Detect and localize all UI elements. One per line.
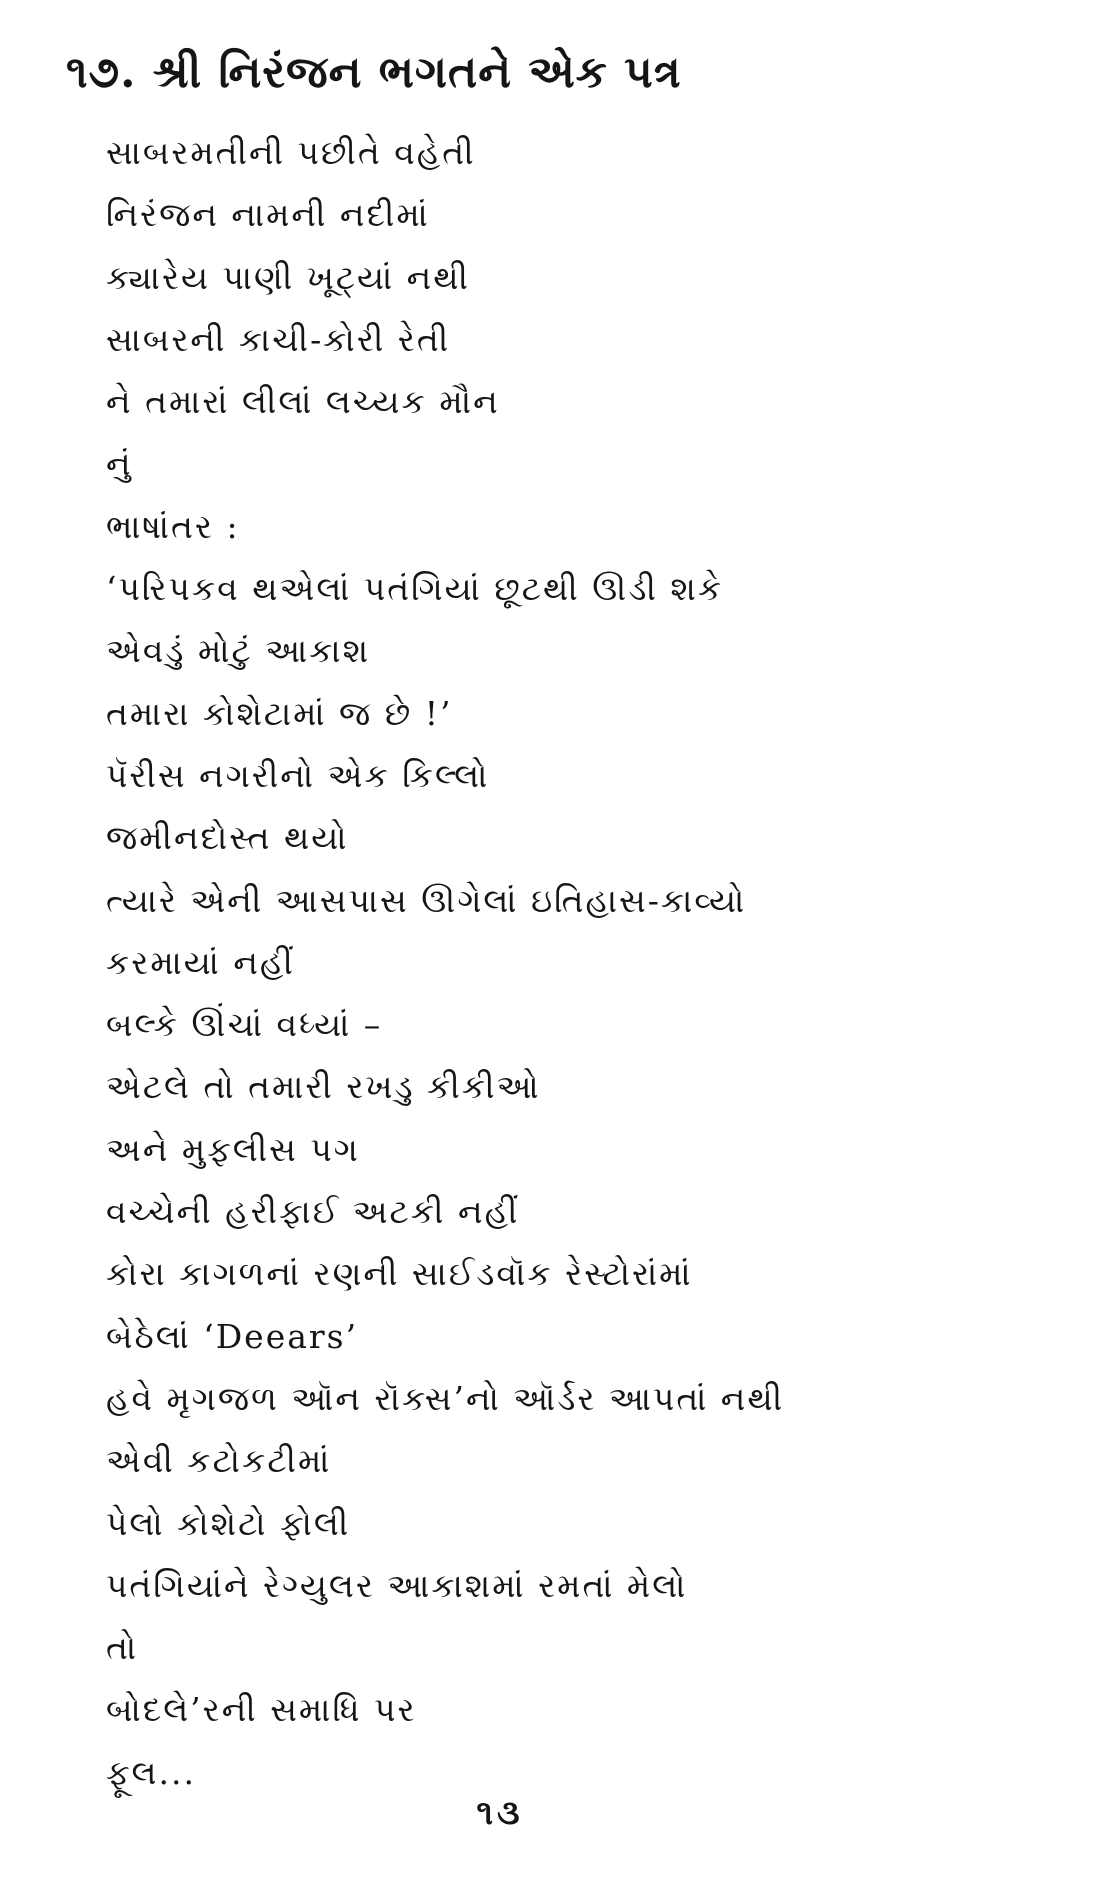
poem-line: ક્યારેય પાણી ખૂટ્યાં નથી (106, 257, 470, 297)
poem-line: એવડું મોટું આકાશ (106, 631, 371, 671)
poem-line: હવે મૃગજળ ઑન રૉક્સ’નો ઑર્ડર આપતાં નથી (106, 1378, 785, 1418)
poem-line: વચ્ચેની હરીફાઈ અટકી નહીં (106, 1192, 520, 1232)
poem-line: ત્યારે એની આસપાસ ઊગેલાં ઇતિહાસ-કાવ્યો (106, 880, 747, 920)
poem-body (106, 122, 1066, 1804)
poem-line: પેલો કોશેટો ફોલી (106, 1503, 351, 1543)
poem-line: જમીનદોસ્ત થયો (106, 818, 349, 858)
poem-line: એટલે તો તમારી રખડુ કીકીઓ (106, 1067, 541, 1107)
poem-line: તમારા કોશેટામાં જ છે !’ (106, 693, 453, 733)
poem-line: તો (106, 1628, 139, 1668)
poem-line: ‘પરિપકવ થએલાં પતંગિયાં છૂટથી ઊડી શકે (106, 569, 724, 609)
poem-line: નું (106, 444, 133, 484)
poem-line: બલ્કે ઊંચાં વધ્યાં – (106, 1005, 383, 1045)
poem-line: સાબરમતીની પછીતે વહેતી (106, 133, 476, 172)
page-number: ૧૩ (476, 1793, 524, 1833)
poem-title: ૧૭. શ્રી નિરંજન ભગતને એક પત્ર (66, 47, 682, 98)
poem-line: કરમાયાં નહીં (106, 942, 295, 982)
poem-line: અને મુફલીસ પગ (106, 1129, 360, 1169)
poem-line: બેઠેલાં ‘Deears’ (106, 1316, 359, 1356)
poem-line: ભાષાંતર : (106, 506, 240, 546)
poem-line: પતંગિયાંને રેગ્યુલર આકાશમાં રમતાં મેલો (106, 1565, 688, 1605)
poem-line: ને તમારાં લીલાં લચ્યક મૌન (106, 382, 500, 422)
poem-line: સાબરની કાચી-કોરી રેતી (106, 319, 451, 359)
poem-line: નિરંજન નામની નદીમાં (106, 195, 430, 235)
poem-line: પૅરીસ નગરીનો એક કિલ્લો (106, 755, 490, 795)
poem-line: કોરા કાગળનાં રણની સાઈડવૉક રેસ્ટોરાંમાં (106, 1254, 693, 1294)
poem-line: બોદલે’રની સમાધિ પર (106, 1690, 417, 1730)
poem-line: ફૂલ... (106, 1752, 196, 1792)
poem-line: એવી કટોકટીમાં (106, 1441, 332, 1481)
